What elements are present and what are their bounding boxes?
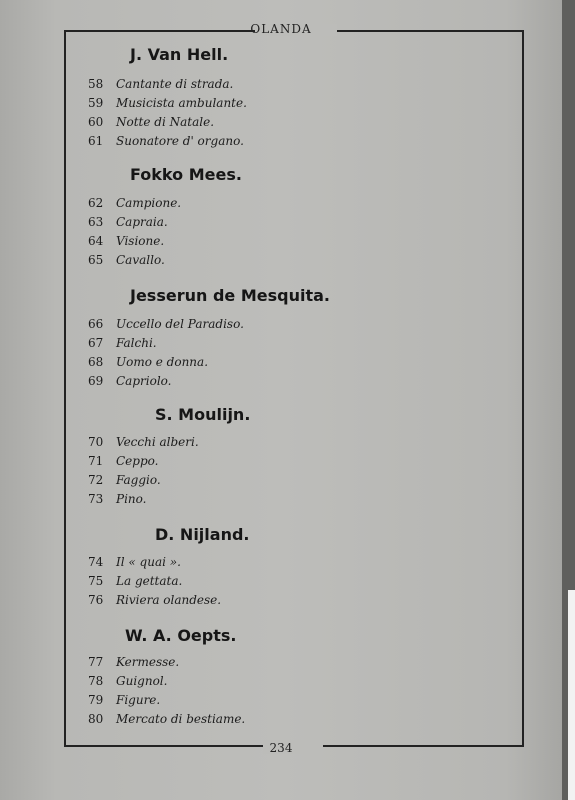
- item-number: 79: [88, 693, 104, 707]
- item-number: 60: [88, 115, 104, 129]
- item-title: Uomo e donna.: [116, 355, 209, 369]
- item-number: 73: [88, 492, 104, 506]
- item-number: 68: [88, 355, 104, 369]
- artist-heading: J. Van Hell.: [130, 45, 229, 64]
- item-title: Kermesse.: [116, 655, 180, 669]
- item-number: 66: [88, 317, 104, 331]
- item-title: Figure.: [116, 693, 161, 707]
- artist-heading: Fokko Mees.: [130, 165, 242, 184]
- item-title: Campione.: [116, 196, 182, 210]
- item-title: Capriolo.: [116, 374, 172, 388]
- item-title: Il « quai ».: [116, 555, 181, 569]
- catalog-item: [88, 115, 214, 129]
- item-number: 64: [88, 234, 104, 248]
- item-title: Ceppo.: [116, 454, 159, 468]
- catalog-item: [88, 555, 181, 569]
- catalog-item: [88, 574, 182, 588]
- catalog-item: [88, 454, 158, 468]
- artist-heading: D. Nijland.: [155, 525, 250, 544]
- catalog-item: [88, 374, 171, 388]
- catalog-item: [88, 655, 179, 669]
- item-number: 78: [88, 674, 104, 688]
- item-title: Falchi.: [116, 336, 157, 350]
- catalog-item: [88, 96, 247, 110]
- item-number: 69: [88, 374, 104, 388]
- item-number: 70: [88, 435, 104, 449]
- page-number: 234: [269, 741, 293, 755]
- item-number: 72: [88, 473, 104, 487]
- item-title: Mercato di bestiame.: [116, 712, 246, 726]
- item-title: Visione.: [116, 234, 165, 248]
- catalog-item: [88, 712, 245, 726]
- item-number: 62: [88, 196, 104, 210]
- catalog-item: [88, 674, 167, 688]
- item-number: 76: [88, 593, 104, 607]
- catalog-item: [88, 234, 164, 248]
- catalog-item: [88, 473, 161, 487]
- item-number: 75: [88, 574, 104, 588]
- item-title: Musicista ambulante.: [116, 96, 247, 110]
- item-number: 61: [88, 134, 104, 148]
- catalog-item: [88, 435, 199, 449]
- item-title: Riviera olandese.: [116, 593, 222, 607]
- item-title: Faggio.: [116, 473, 161, 487]
- catalog-item: [88, 134, 244, 148]
- artist-heading: W. A. Oepts.: [125, 626, 237, 645]
- catalog-item: [88, 77, 233, 91]
- item-title: Cavallo.: [116, 253, 165, 267]
- item-title: Cantante di strada.: [116, 77, 234, 91]
- item-number: 74: [88, 555, 104, 569]
- item-title: Capraia.: [116, 215, 168, 229]
- item-number: 63: [88, 215, 104, 229]
- item-title: Pino.: [116, 492, 147, 506]
- item-number: 71: [88, 454, 104, 468]
- catalog-item: [88, 593, 221, 607]
- running-header: OLANDA: [250, 22, 312, 36]
- artist-heading: S. Moulijn.: [155, 405, 251, 424]
- catalog-item: [88, 355, 208, 369]
- item-number: 65: [88, 253, 104, 267]
- catalog-item: [88, 196, 181, 210]
- item-title: Suonatore d' organo.: [116, 134, 244, 148]
- item-number: 80: [88, 712, 104, 726]
- catalog-item: [88, 492, 146, 506]
- catalog-item: [88, 215, 168, 229]
- catalog-item: [88, 253, 165, 267]
- artist-heading: Jesserun de Mesquita.: [130, 286, 330, 305]
- item-title: Guignol.: [116, 674, 168, 688]
- catalog-item: [88, 693, 160, 707]
- item-number: 58: [88, 77, 104, 91]
- item-title: La gettata.: [116, 574, 183, 588]
- item-title: Vecchi alberi.: [116, 435, 199, 449]
- catalog-item: [88, 336, 157, 350]
- item-number: 77: [88, 655, 104, 669]
- item-title: Notte di Natale.: [116, 115, 215, 129]
- item-title: Uccello del Paradiso.: [116, 317, 244, 331]
- page-edge-strip: [568, 590, 575, 800]
- item-number: 67: [88, 336, 104, 350]
- catalog-item: [88, 317, 244, 331]
- item-number: 59: [88, 96, 104, 110]
